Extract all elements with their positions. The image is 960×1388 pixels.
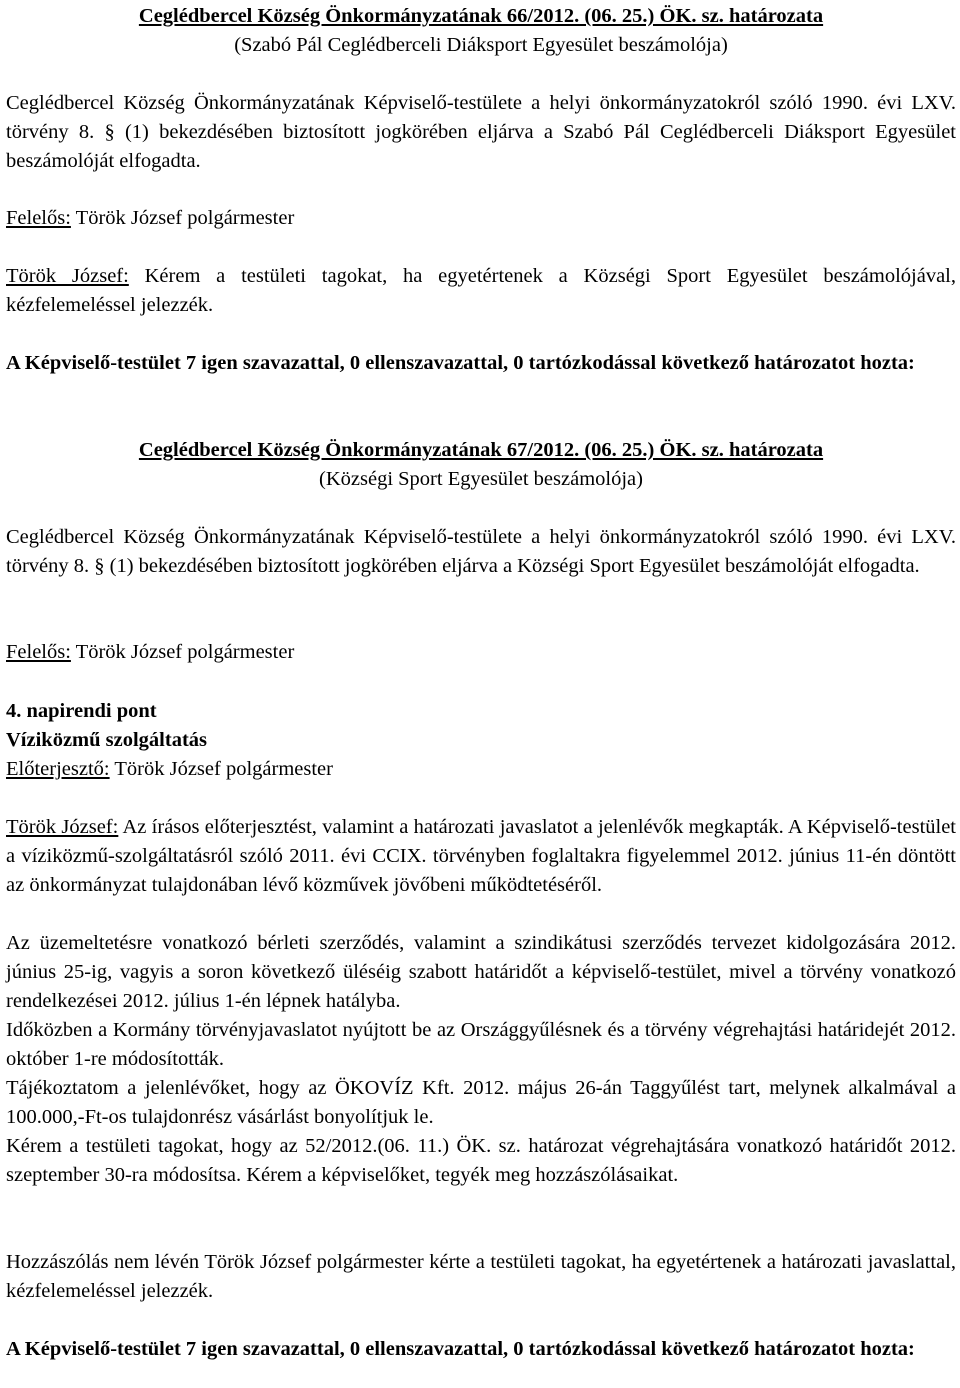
decision-66-title: Ceglédbercel Község Önkormányzatának 66/2012. (06. 25.) ÖK. sz. határozata <box>138 5 824 27</box>
speaker-name: Török József: <box>6 265 129 287</box>
vote-result-2: A Képviselő-testület 7 igen szavazattal, 0 ellenszavazattal, 0 tartózkodással következő határozatot hozta: <box>6 1338 915 1360</box>
responsible-name: Török József polgármester <box>70 207 295 229</box>
responsible-name: Török József polgármester <box>70 641 295 663</box>
speech-2-paragraph-1 <box>6 813 956 900</box>
agenda-item-number: 4. napirendi pont <box>6 700 157 722</box>
presenter-name: Török József polgármester <box>109 758 333 780</box>
decision-67-subtitle: (Községi Sport Egyesület beszámolója) <box>319 468 643 490</box>
decision-67-body: Ceglédbercel Község Önkormányzatának Képviselő-testülete a helyi önkormányzatokról szóló 1990. évi LXV. törvény 8. § (1) bekezdésében biztosított jogkörében eljárva a Községi Sport Egyesület beszámolóját elfogadta. <box>6 526 956 577</box>
presenter-label: Előterjesztő: <box>6 758 110 780</box>
decision-66-responsible <box>6 204 956 233</box>
speech-2-paragraph-4: Tájékoztatom a jelenlévőket, hogy az ÖKOVÍZ Kft. 2012. május 26-án Taggyűlést tart, melynek alkalmával a 100.000,-Ft-os tulajdonrész vásárlást bonyolítjuk le. <box>6 1077 956 1128</box>
decision-67-responsible <box>6 638 956 667</box>
closing-paragraph: Hozzászólás nem lévén Török József polgármester kérte a testületi tagokat, ha egyetértenek a határozati javaslattal, kézfelemeléssel jelezzék. <box>6 1251 956 1302</box>
agenda-item-presenter <box>6 755 956 784</box>
speaker-name: Török József: <box>6 816 119 838</box>
responsible-label: Felelős: <box>6 207 71 229</box>
decision-66-body: Ceglédbercel Község Önkormányzatának Képviselő-testülete a helyi önkormányzatokról szóló 1990. évi LXV. törvény 8. § (1) bekezdésében biztosított jogkörében eljárva a Szabó Pál Ceglédberceli Diáksport Egyesület beszámolóját elfogadta. <box>6 92 956 172</box>
speech-text: Kérem a testületi tagokat, ha egyetértenek a Községi Sport Egyesület beszámolójával, kézfelemeléssel jelezzék. <box>6 265 957 316</box>
agenda-item-topic: Víziközmű szolgáltatás <box>6 729 207 751</box>
speech-1 <box>6 262 956 320</box>
decision-67-title: Ceglédbercel Község Önkormányzatának 67/2012. (06. 25.) ÖK. sz. határozata <box>138 439 824 461</box>
vote-result-1: A Képviselő-testület 7 igen szavazattal, 0 ellenszavazattal, 0 tartózkodással következő határozatot hozta: <box>6 352 915 374</box>
speech-2-paragraph-3: Időközben a Kormány törvényjavaslatot nyújtott be az Országgyűlésnek és a törvény végrehajtási határidejét 2012. október 1-re módosították. <box>6 1019 956 1070</box>
speech-text: Az írásos előterjesztést, valamint a határozati javaslatot a jelenlévők megkapták. A Képviselő-testület a víziközmű-szolgáltatásról szóló 2011. évi CCIX. törvényben foglaltakra figyelemmel 2012. június 11-én döntött az önkormányzat tulajdonában lévő közművek jövőbeni működtetéséről. <box>6 816 956 896</box>
speech-2-paragraph-2: Az üzemeltetésre vonatkozó bérleti szerződés, valamint a szindikátusi szerződés tervezet kidolgozására 2012. június 25-ig, vagyis a soron következő üléséig szabott határidőt a képviselő-testület, mivel a törvény vonatkozó rendelkezései 2012. július 1-én lépnek hatályba. <box>6 932 956 1012</box>
decision-66-subtitle: (Szabó Pál Ceglédberceli Diáksport Egyesület beszámolója) <box>234 34 728 56</box>
responsible-label: Felelős: <box>6 641 71 663</box>
speech-2-paragraph-5: Kérem a testületi tagokat, hogy az 52/2012.(06. 11.) ÖK. sz. határozat végrehajtására vonatkozó határidőt 2012. szeptember 30-ra módosítsa. Kérem a képviselőket, tegyék meg hozzászólásaikat. <box>6 1135 956 1186</box>
